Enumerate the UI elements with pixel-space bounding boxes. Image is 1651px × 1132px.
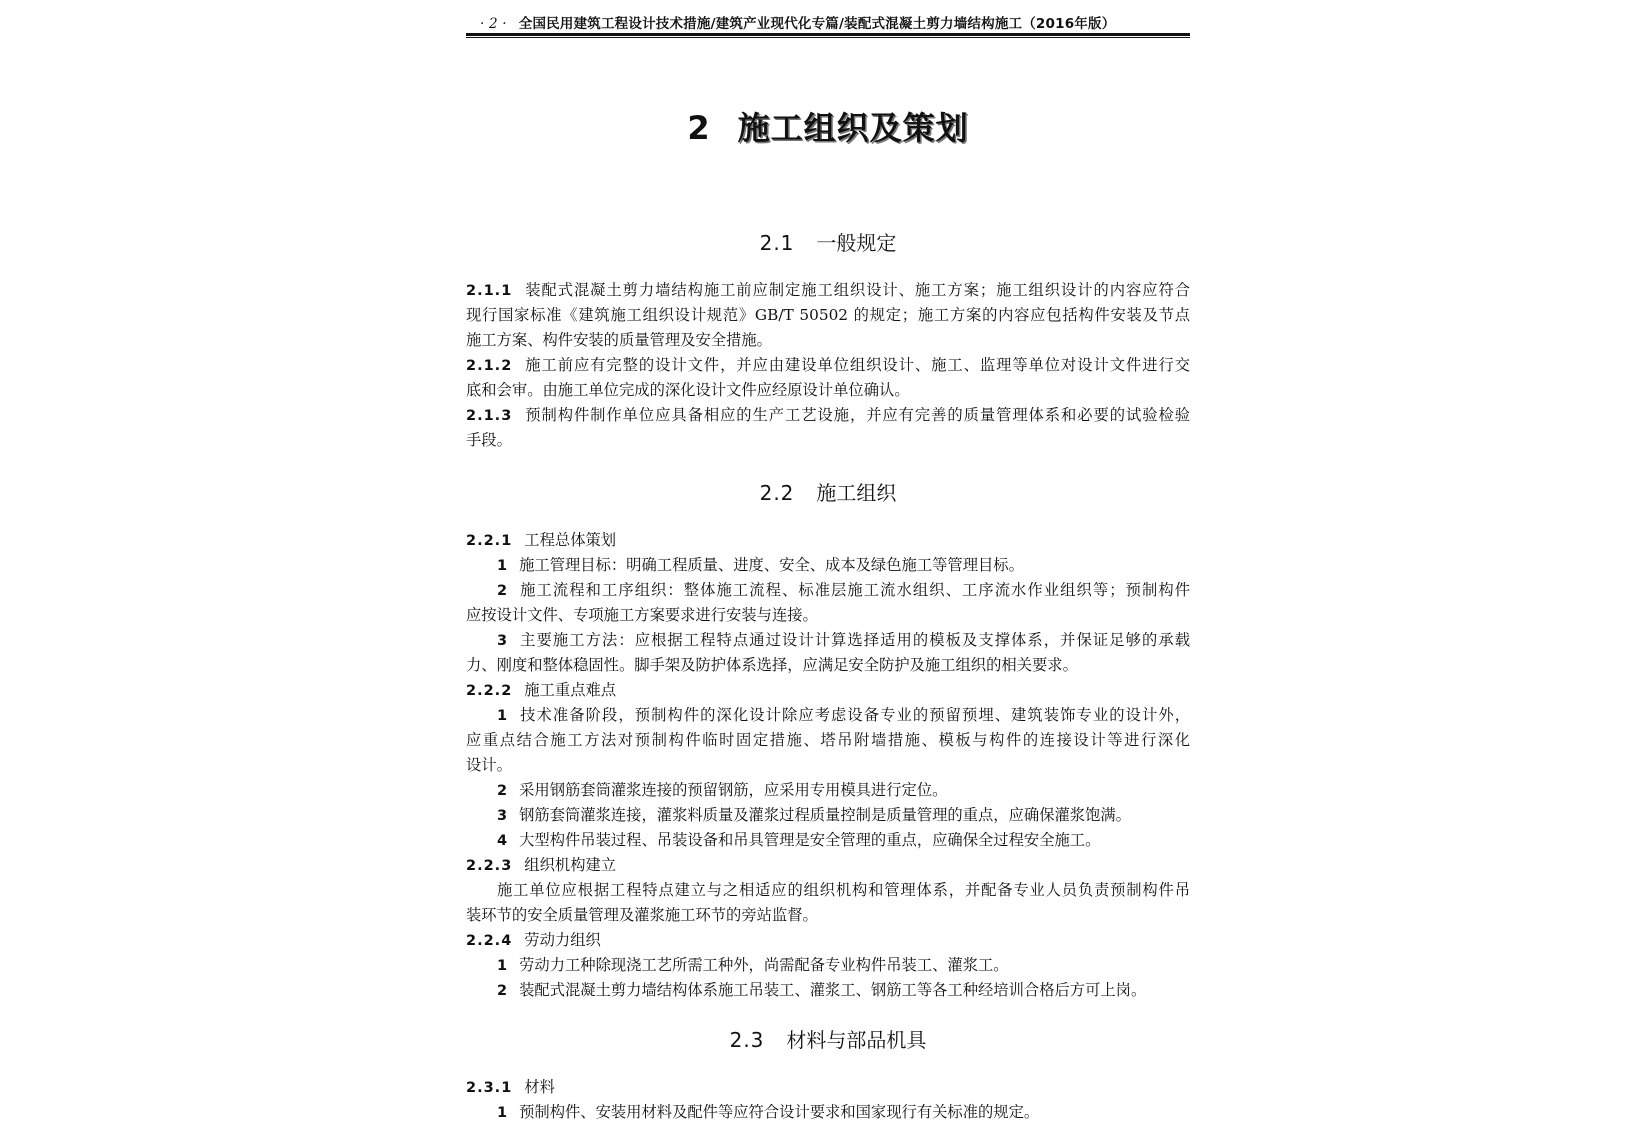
paragraph-line bbox=[497, 878, 1190, 902]
line-text: 施工重点难点 bbox=[524, 681, 617, 699]
paragraph-line bbox=[466, 728, 1190, 752]
section-title-2-1 bbox=[466, 227, 1190, 256]
item-number: 2 bbox=[497, 783, 508, 799]
paragraph-line bbox=[466, 903, 1190, 927]
paragraph-line bbox=[466, 753, 1190, 777]
clause-number: 2.3.1 bbox=[466, 1080, 513, 1096]
header-rule-thick bbox=[466, 33, 1190, 36]
item-number: 4 bbox=[497, 833, 508, 849]
section-title-text: 一般规定 bbox=[816, 231, 897, 255]
paragraph-line bbox=[466, 653, 1190, 677]
clause-number: 2.2.1 bbox=[466, 533, 513, 549]
paragraph-line bbox=[466, 853, 1190, 877]
line-text: 装配式混凝土剪力墙结构施工前应制定施工组织设计、施工方案；施工组织设计的内容应符合 bbox=[524, 281, 1190, 299]
clause-number: 2.1.2 bbox=[466, 358, 513, 374]
chapter-number: 2 bbox=[687, 109, 710, 147]
line-text: 采用钢筋套筒灌浆连接的预留钢筋，应采用专用模具进行定位。 bbox=[519, 781, 948, 799]
clause-number: 2.2.2 bbox=[466, 683, 513, 699]
paragraph-line bbox=[466, 328, 1190, 352]
paragraph-line bbox=[497, 828, 1190, 852]
line-text: 预制构件制作单位应具备相应的生产工艺设施，并应有完善的质量管理体系和必要的试验检验 bbox=[524, 406, 1190, 424]
paragraph-line bbox=[466, 353, 1190, 377]
header-rule-thin bbox=[466, 37, 1190, 38]
line-text: 施工前应有完整的设计文件，并应由建设单位组织设计、施工、监理等单位对设计文件进行交 bbox=[524, 356, 1190, 374]
paragraph-line bbox=[497, 703, 1190, 727]
line-text: 现行国家标准《建筑施工组织设计规范》GB/T 50502 的规定；施工方案的内容应包括构件安装及节点 bbox=[466, 306, 1190, 324]
paragraph-line bbox=[466, 303, 1190, 327]
line-text: 应重点结合施工方法对预制构件临时固定措施、塔吊附墙措施、模板与构件的连接设计等进行深化 bbox=[466, 731, 1190, 749]
line-text: 技术准备阶段，预制构件的深化设计除应考虑设备专业的预留预埋、建筑装饰专业的设计外， bbox=[519, 706, 1190, 724]
line-text: 预制构件、安装用材料及配件等应符合设计要求和国家现行有关标准的规定。 bbox=[519, 1103, 1040, 1121]
paragraph-line bbox=[466, 278, 1190, 302]
paragraph-line bbox=[466, 1075, 1190, 1099]
line-text: 装配式混凝土剪力墙结构体系施工吊装工、灌浆工、钢筋工等各工种经培训合格后方可上岗。 bbox=[519, 981, 1147, 999]
item-number: 1 bbox=[497, 1105, 508, 1121]
paragraph-line bbox=[466, 928, 1190, 952]
paragraph-line bbox=[497, 978, 1190, 1002]
section-number: 2.1 bbox=[759, 231, 795, 255]
line-text: 设计。 bbox=[466, 756, 512, 774]
clause-number: 2.2.4 bbox=[466, 933, 513, 949]
line-text: 装环节的安全质量管理及灌浆施工环节的旁站监督。 bbox=[466, 906, 818, 924]
line-text: 底和会审。由施工单位完成的深化设计文件应经原设计单位确认。 bbox=[466, 381, 910, 399]
paragraph-line bbox=[497, 803, 1190, 827]
item-number: 3 bbox=[497, 808, 508, 824]
line-text: 施工管理目标：明确工程质量、进度、安全、成本及绿色施工等管理目标。 bbox=[519, 556, 1024, 574]
paragraph-line bbox=[497, 1100, 1190, 1124]
line-text: 大型构件吊装过程、吊装设备和吊具管理是安全管理的重点，应确保全过程安全施工。 bbox=[519, 831, 1101, 849]
line-text: 材料 bbox=[524, 1078, 555, 1096]
line-text: 施工方案、构件安装的质量管理及安全措施。 bbox=[466, 331, 772, 349]
chapter-title-text: 施工组织及策划 bbox=[737, 109, 969, 147]
clause-number: 2.1.1 bbox=[466, 283, 513, 299]
line-text: 钢筋套筒灌浆连接，灌浆料质量及灌浆过程质量控制是质量管理的重点，应确保灌浆饱满。 bbox=[519, 806, 1131, 824]
running-header-title: 全国民用建筑工程设计技术措施/建筑产业现代化专篇/装配式混凝土剪力墙结构施工（2016年版） bbox=[518, 16, 1116, 32]
item-number: 1 bbox=[497, 958, 508, 974]
line-text: 施工单位应根据工程特点建立与之相适应的组织机构和管理体系，并配备专业人员负责预制构件吊 bbox=[497, 881, 1190, 899]
paragraph-line bbox=[497, 778, 1190, 802]
line-text: 主要施工方法：应根据工程特点通过设计计算选择适用的模板及支撑体系，并保证足够的承载 bbox=[519, 631, 1190, 649]
item-number: 2 bbox=[497, 583, 508, 599]
item-number: 3 bbox=[497, 633, 508, 649]
paragraph-line bbox=[466, 528, 1190, 552]
section-title-2-3 bbox=[466, 1024, 1190, 1053]
section-title-text: 材料与部品机具 bbox=[786, 1028, 927, 1052]
paragraph-line bbox=[497, 953, 1190, 977]
item-number: 1 bbox=[497, 708, 508, 724]
line-text: 组织机构建立 bbox=[524, 856, 617, 874]
paragraph-line bbox=[466, 403, 1190, 427]
section-title-2-2 bbox=[466, 477, 1190, 506]
section-number: 2.3 bbox=[729, 1028, 765, 1052]
paragraph-line bbox=[466, 378, 1190, 402]
chapter-title bbox=[466, 103, 1190, 149]
page-number: · 2 · bbox=[480, 16, 507, 32]
line-text: 工程总体策划 bbox=[524, 531, 617, 549]
paragraph-line bbox=[497, 628, 1190, 652]
line-text: 力、刚度和整体稳固性。脚手架及防护体系选择，应满足安全防护及施工组织的相关要求。 bbox=[466, 656, 1078, 674]
paragraph-line bbox=[466, 428, 1190, 452]
paragraph-line bbox=[466, 603, 1190, 627]
paragraph-line bbox=[466, 678, 1190, 702]
line-text: 劳动力组织 bbox=[524, 931, 601, 949]
paragraph-line bbox=[497, 553, 1190, 577]
section-title-text: 施工组织 bbox=[816, 481, 897, 505]
clause-number: 2.1.3 bbox=[466, 408, 513, 424]
clause-number: 2.2.3 bbox=[466, 858, 513, 874]
paragraph-line bbox=[497, 578, 1190, 602]
line-text: 手段。 bbox=[466, 431, 512, 449]
item-number: 1 bbox=[497, 558, 508, 574]
line-text: 施工流程和工序组织：整体施工流程、标准层施工流水组织、工序流水作业组织等；预制构件 bbox=[519, 581, 1190, 599]
section-number: 2.2 bbox=[759, 481, 795, 505]
item-number: 2 bbox=[497, 983, 508, 999]
line-text: 劳动力工种除现浇工艺所需工种外，尚需配备专业构件吊装工、灌浆工。 bbox=[519, 956, 1009, 974]
line-text: 应按设计文件、专项施工方案要求进行安装与连接。 bbox=[466, 606, 818, 624]
